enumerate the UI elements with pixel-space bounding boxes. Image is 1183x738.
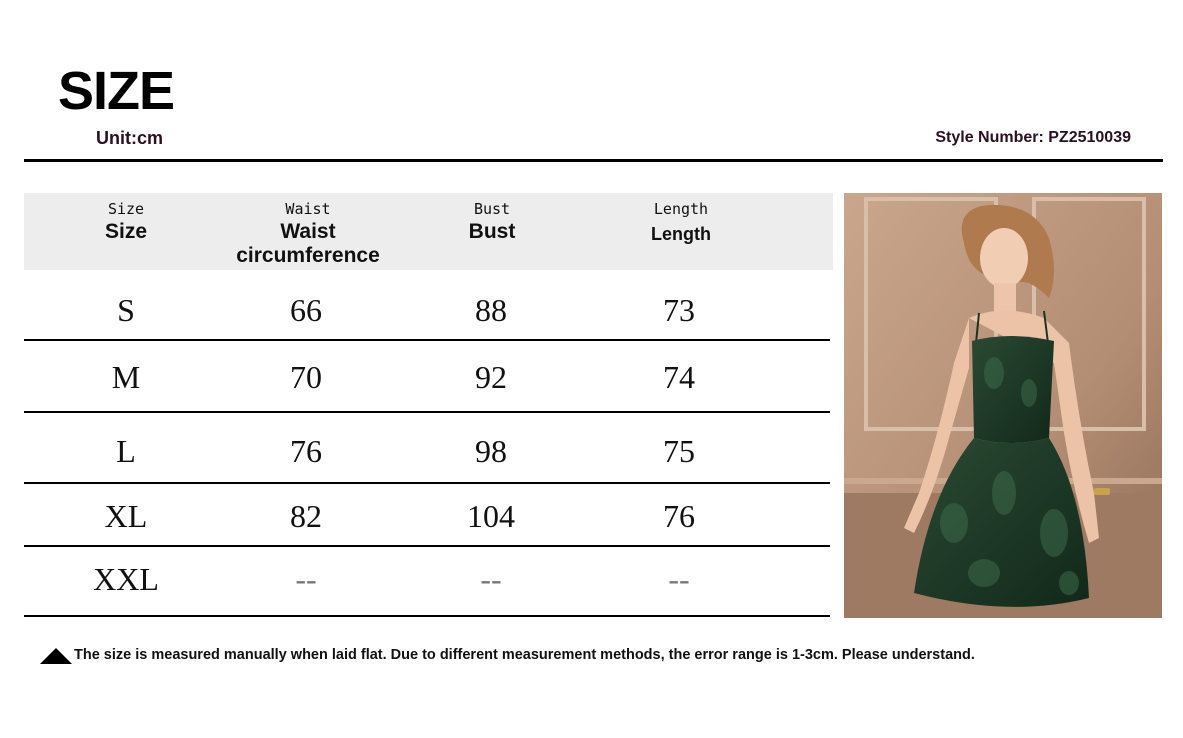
column-header-bust-big: Bust <box>468 220 516 243</box>
cell-bust: -- <box>480 561 502 597</box>
cell-bust: 104 <box>467 498 515 534</box>
row-divider <box>24 411 830 413</box>
column-header-bust <box>442 200 542 244</box>
cell-waist: 70 <box>290 359 322 395</box>
row-divider <box>24 545 830 547</box>
cell-bust: 98 <box>475 433 507 469</box>
unit-label: Unit:cm <box>96 128 163 148</box>
column-header-waist-big-1: Waist <box>280 220 336 243</box>
cell-waist: 76 <box>290 433 322 469</box>
cell-bust: 92 <box>475 359 507 395</box>
cell-length: 74 <box>663 359 695 395</box>
row-divider <box>24 482 830 484</box>
measurement-note <box>40 647 975 664</box>
cell-waist: 66 <box>290 292 322 328</box>
cell-length: 76 <box>663 498 695 534</box>
row-divider <box>24 339 830 341</box>
cell-bust: 88 <box>475 292 507 328</box>
column-header-size <box>76 200 176 244</box>
column-header-size-big: Size <box>104 220 148 243</box>
cell-size: XL <box>104 498 148 534</box>
cell-waist: -- <box>295 561 317 597</box>
column-header-waist-big-2: circumference <box>236 244 380 268</box>
column-header-length <box>626 200 736 245</box>
cell-size: L <box>116 433 136 469</box>
cell-length: -- <box>668 561 690 597</box>
column-header-waist-small: Waist <box>285 200 331 218</box>
cell-size: S <box>117 292 135 328</box>
header-divider <box>24 159 1163 162</box>
style-number: Style Number: PZ2510039 <box>935 129 1131 146</box>
cell-waist: 82 <box>290 498 322 534</box>
measurement-note-text: The size is measured manually when laid flat. Due to different measurement methods, the error range is 1-3cm. Please understand. <box>74 647 975 663</box>
column-header-bust-small: Bust <box>473 200 511 218</box>
cell-length: 75 <box>663 433 695 469</box>
product-photo <box>844 193 1162 618</box>
page-title: SIZE <box>58 61 175 121</box>
cell-size: XXL <box>93 561 159 597</box>
warning-triangle-icon <box>40 648 72 664</box>
column-header-waist <box>218 200 398 268</box>
row-divider <box>24 615 830 617</box>
cell-length: 73 <box>663 292 695 328</box>
column-header-length-small: Length <box>653 200 709 218</box>
cell-size: M <box>111 359 141 395</box>
column-header-length-big: Length <box>651 224 711 244</box>
column-header-size-small: Size <box>107 200 145 218</box>
